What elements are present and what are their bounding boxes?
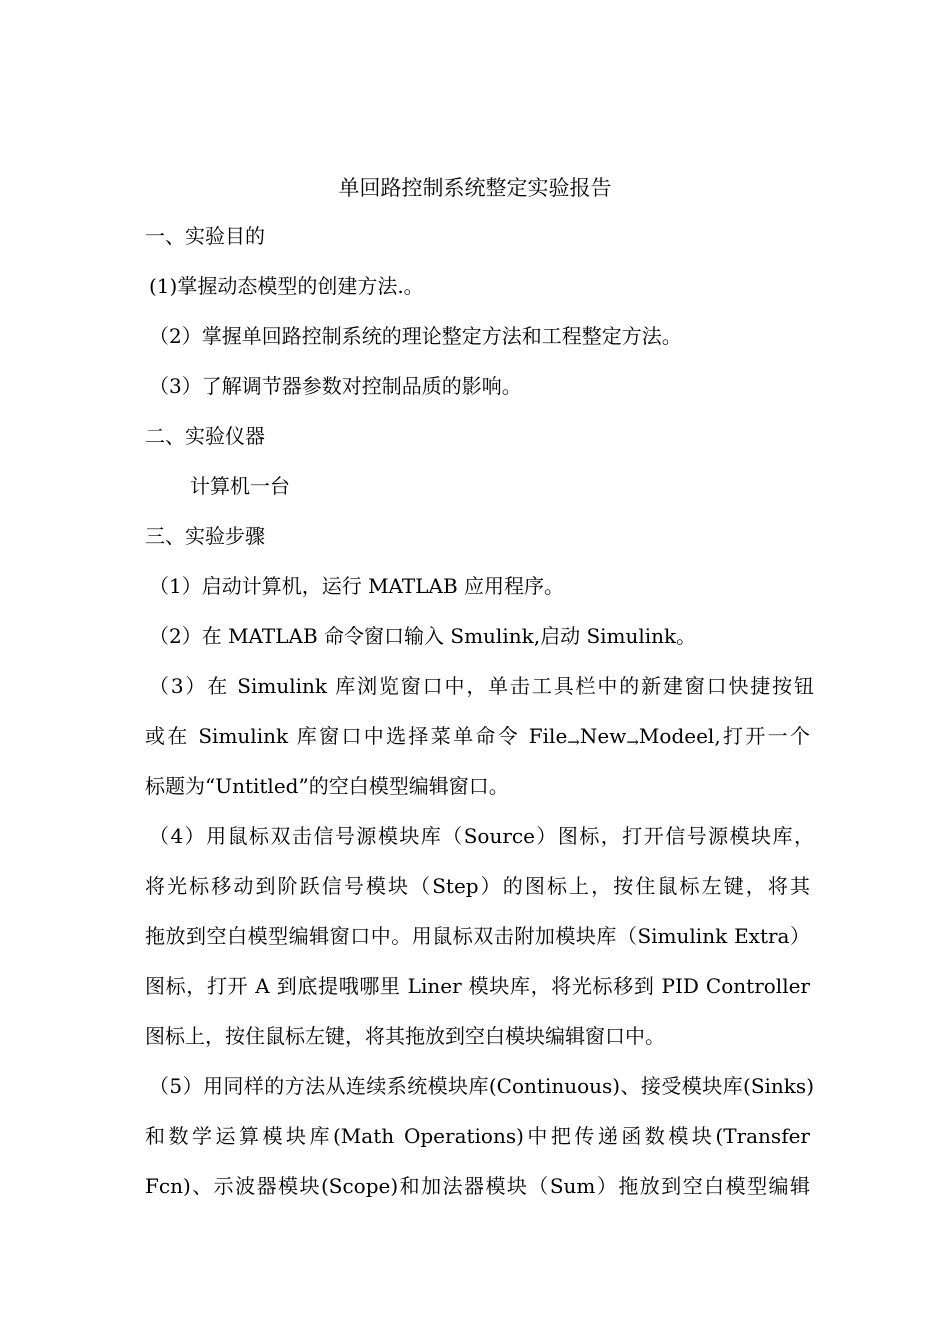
step-5-line-3: Fcn)、示波器模块(Scope)和加法器模块（Sum）拖放到空白模型编辑 [145, 1174, 810, 1198]
purpose-item-1: (1)掌握动态模型的创建方法.。 [149, 274, 424, 298]
step-4-line-4: 图标，打开 A 到底提哦哪里 Liner 模块库，将光标移到 PID Controller [145, 974, 810, 998]
step-3-line-1: （3）在 Simulink 库浏览窗口中，单击工具栏中的新建窗口快捷按钮 [149, 674, 814, 698]
step-5-line-1: （5）用同样的方法从连续系统模块库(Continuous)、接受模块库(Sinks) [149, 1074, 814, 1098]
step-4-line-5: 图标上，按住鼠标左键，将其拖放到空白模块编辑窗口中。 [145, 1024, 665, 1048]
step-3-line-2-part-c: Modeel,打开一个 [638, 724, 810, 748]
right-arrow-icon: → [626, 733, 639, 751]
step-1: （1）启动计算机，运行 MATLAB 应用程序。 [149, 574, 565, 598]
step-3-line-2-part-b: New [579, 724, 627, 748]
step-5-line-2: 和数学运算模块库(Math Operations)中把传递函数模块(Transfer [145, 1124, 810, 1148]
purpose-item-2: （2）掌握单回路控制系统的理论整定方法和工程整定方法。 [149, 324, 682, 348]
step-3-line-2-part-a: 或在 Simulink 库窗口中选择菜单命令 File [145, 724, 568, 748]
step-4-line-3: 拖放到空白模型编辑窗口中。用鼠标双击附加模块库（Simulink Extra） [145, 924, 810, 948]
step-3-line-3: 标题为“Untitled”的空白模型编辑窗口。 [145, 774, 509, 798]
section-heading-purpose: 一、实验目的 [145, 224, 265, 248]
purpose-item-3: （3）了解调节器参数对控制品质的影响。 [149, 374, 522, 398]
right-arrow-icon: → [567, 733, 580, 751]
step-2: （2）在 MATLAB 命令窗口输入 Smulink,启动 Simulink。 [149, 624, 697, 648]
equipment-item: 计算机一台 [190, 474, 290, 498]
step-4-line-1: （4）用鼠标双击信号源模块库（Source）图标，打开信号源模块库， [149, 824, 814, 848]
section-heading-equipment: 二、实验仪器 [145, 424, 265, 448]
section-heading-steps: 三、实验步骤 [145, 524, 265, 548]
step-3-line-2 [145, 716, 810, 756]
document-title: 单回路控制系统整定实验报告 [338, 176, 612, 200]
step-4-line-2: 将光标移动到阶跃信号模块（Step）的图标上，按住鼠标左键，将其 [145, 874, 810, 898]
